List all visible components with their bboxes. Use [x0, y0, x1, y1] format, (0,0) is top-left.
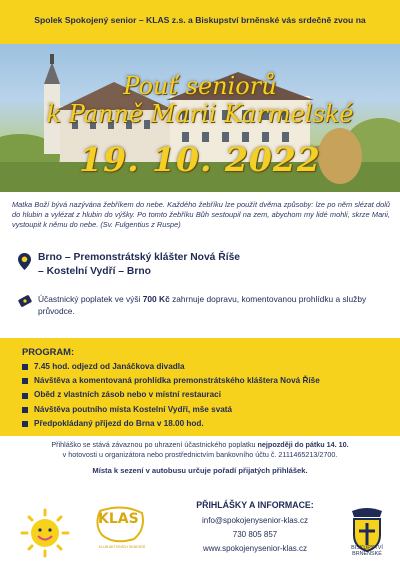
location-pin-icon: [18, 253, 31, 270]
bullet-icon: [22, 421, 28, 427]
smiling-sun-logo: [14, 504, 76, 562]
hero-image: [0, 44, 400, 192]
bullet-icon: [22, 393, 28, 399]
list-item: Návštěva poutního místa Kostelní Vydří, mše svatá: [22, 403, 320, 417]
bullet-icon: [22, 364, 28, 370]
event-date: 19. 10. 2022: [79, 140, 321, 179]
program-list: [22, 360, 320, 431]
program-section: [0, 338, 400, 436]
deadline: nejpozději do pátku 14. 10.: [257, 440, 349, 449]
contact-title: PŘIHLÁŠKY A INFORMACE:: [196, 500, 314, 510]
program-title: PROGRAM:: [22, 346, 75, 357]
klas-text: KLAS: [98, 511, 139, 527]
contact-phone[interactable]: 730 805 857: [232, 530, 278, 539]
fee-text-before: Účastnický poplatek ve výši: [38, 294, 143, 304]
event-title-line2: k Panně Marii Karmelské: [46, 100, 354, 128]
route-line1: Brno – Premonstrátský klášter Nová Říše: [38, 252, 241, 263]
list-item: 7.45 hod. odjezd od Janáčkova divadla: [22, 360, 320, 374]
route-description: [38, 251, 240, 279]
seating-note: Místa k sezení v autobusu určuje pořadí přijatých přihlášek.: [92, 466, 308, 475]
invitation-text: Spolek Spokojený senior – KLAS z.s. a Biskupství brněnské vás srdečně zvou na: [34, 15, 366, 25]
contact-website[interactable]: www.spokojenysenior-klas.cz: [202, 544, 308, 553]
fee-amount: 700 Kč: [142, 294, 170, 304]
payment-note: v hotovosti u organizátora nebo prostřednictvím bankovního účtu č. 2111465213/2700.: [62, 450, 338, 459]
klas-logo: [92, 505, 152, 557]
bullet-icon: [22, 378, 28, 384]
fee-info: [38, 294, 368, 317]
header-banner: [0, 0, 400, 44]
bishopric-label: BISKUPSTVÍ BRNĚNSKÉ: [351, 545, 383, 558]
contact-email[interactable]: info@spokojenysenior-klas.cz: [202, 516, 308, 525]
klas-subtitle: KLUB AKTIVNÍCH SENIORŮ: [98, 545, 146, 549]
list-item: Oběd z vlastních zásob nebo v místní restauraci: [22, 388, 320, 402]
bullet-icon: [22, 407, 28, 413]
fee-text-after: zahrnuje dopravu, komentovanou prohlídku a služby průvodce.: [38, 294, 367, 316]
ticket-icon: [18, 294, 32, 308]
registration-note: Přihláško se stává závaznou po uhrazení účastnického poplatku nejpozději do pátku 14. 10.: [51, 440, 349, 449]
event-title-line1: Pouť seniorů: [123, 72, 277, 100]
scripture-quote: Matka Boží bývá nazývána žebříkem do nebe. Každého žebříku lze použít dvěma způsoby: lze po něm slézat dolů do hlubin a vylézat z hlubin do výšky. Po tomto žebříku Bůh sestoupil na zem, abychom my lidé mohli, skrze Marii, vystoupit k němu do nebe. (Sv. Fulgentius z Ruspe): [12, 200, 390, 230]
list-item: Návštěva a komentovaná prohlídka premonstrátského kláštera Nová Říše: [22, 374, 320, 388]
route-line2: – Kostelní Vydří – Brno: [38, 266, 151, 277]
list-item: Předpokládaný příjezd do Brna v 18.00 hod.: [22, 417, 320, 431]
